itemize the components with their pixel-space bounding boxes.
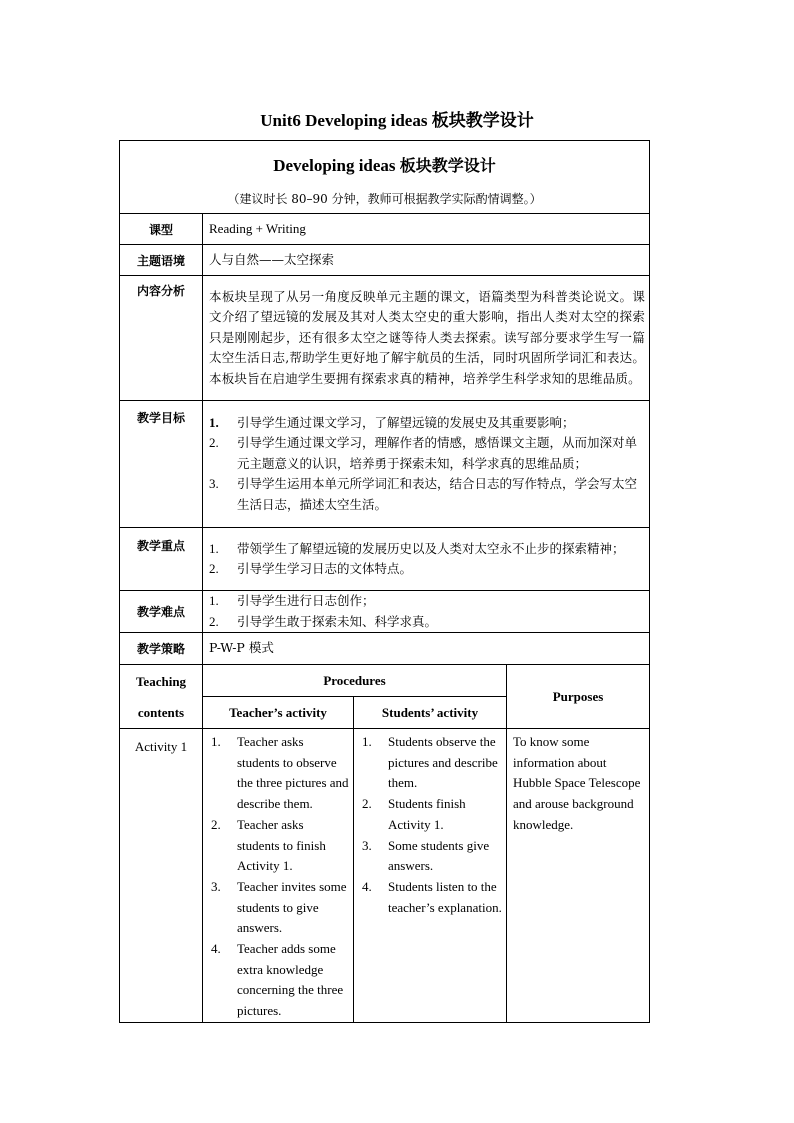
list-item: 1. 引导学生进行日志创作；: [209, 593, 375, 608]
table-header-cell: [120, 141, 650, 214]
list-item: 2. 引导学生学习日志的文体特点。: [209, 561, 413, 576]
activity-1-teacher-cell: [203, 729, 354, 1023]
document-title: Unit6 Developing ideas 板块教学设计: [260, 111, 534, 130]
teacher-activity-header: Teacher’s activity: [203, 697, 354, 729]
lesson-plan-table: [119, 140, 650, 1023]
difficulties-label: 教学难点: [120, 591, 203, 633]
list-item: 2. Teacher asks students to finish Activity 1.: [211, 816, 326, 874]
table-title: [120, 153, 649, 176]
list-item: 1. 引导学生通过课文学习，了解望远镜的发展史及其重要影响；: [209, 414, 575, 430]
list-item: 2. 引导学生通过课文学习，理解作者的情感，感悟课文主题，从而加深对单元主题意义的认识，培养勇于探索未知，科学求真的思维品质；: [209, 435, 638, 471]
lesson-type-label: 课型: [120, 214, 203, 245]
list-item: 4. Teacher adds some extra knowledge concerning the three pictures.: [211, 941, 344, 1019]
students-activity-header: Students’ activity: [354, 697, 507, 729]
objectives-list: [209, 413, 645, 516]
key-points-label: 教学重点: [120, 528, 203, 591]
difficulties-cell: [203, 591, 650, 633]
key-points-cell: [203, 528, 650, 591]
list-item: 2. 引导学生敢于探索未知、科学求真。: [209, 613, 438, 629]
list-item: 1. Teacher asks students to observe the three pictures and describe them.: [211, 734, 349, 812]
table-title-zh: 板块教学设计: [399, 156, 496, 175]
teaching-contents-header: Teaching contents: [120, 665, 203, 729]
list-item: 4. Students listen to the teacher’s explanation.: [362, 878, 502, 915]
list-item: 2. Students finish Activity 1.: [362, 796, 466, 832]
objectives-list-cell: [203, 401, 650, 528]
activity-1-label: Activity 1: [120, 729, 203, 1023]
teacher-activity-list: [211, 732, 349, 1022]
activity-1-purpose: To know some information about Hubble Space Telescope and arouse background knowledge.: [507, 729, 650, 1023]
difficulties-list: [209, 591, 645, 632]
content-analysis-label: 内容分析: [120, 276, 203, 401]
list-item: 3. 引导学生运用本单元所学词汇和表达，结合日志的写作特点，学会写太空生活日志，描述太空生活。: [209, 476, 638, 512]
list-item: 3. Some students give answers.: [362, 837, 490, 874]
objectives-label: 教学目标: [120, 401, 203, 528]
list-item: 1. 带领学生了解望远镜的发展历史以及人类对太空永不止步的探索精神；: [209, 540, 625, 556]
key-points-list: [209, 539, 645, 580]
students-activity-list: [362, 732, 502, 918]
theme-value: 人与自然——太空探索: [203, 245, 650, 276]
table-title-en: Developing ideas: [273, 156, 400, 175]
list-item: 1. Students observe the pictures and describe them.: [362, 734, 498, 791]
activity-1-students-cell: [354, 729, 507, 1023]
duration-note: （建议时长 80–90 分钟，教师可根据教学实际酌情调整。）: [227, 192, 542, 206]
procedures-header: Procedures: [203, 665, 507, 697]
purposes-header: Purposes: [507, 665, 650, 729]
strategy-label: 教学策略: [120, 633, 203, 665]
content-analysis-value: 本板块呈现了从另一角度反映单元主题的课文，语篇类型为科普类论说文。课文介绍了望远镜的发展及其对人类太空史的重大影响，指出人类对太空的探索只是刚刚起步，还有很多太空之谜等待人类去探索。读写部分要求学生写一篇太空生活日志,帮助学生更好地了解宇航员的生活，同时巩固所学词汇和表达。本板块旨在启迪学生要拥有探索求真的精神，培养学生科学求知的思维品质。: [203, 276, 650, 401]
lesson-type-value: Reading + Writing: [203, 214, 650, 245]
strategy-value: P-W-P 模式: [203, 633, 650, 665]
theme-label: 主题语境: [120, 245, 203, 276]
list-item: 3. Teacher invites some students to give answers.: [211, 878, 347, 936]
